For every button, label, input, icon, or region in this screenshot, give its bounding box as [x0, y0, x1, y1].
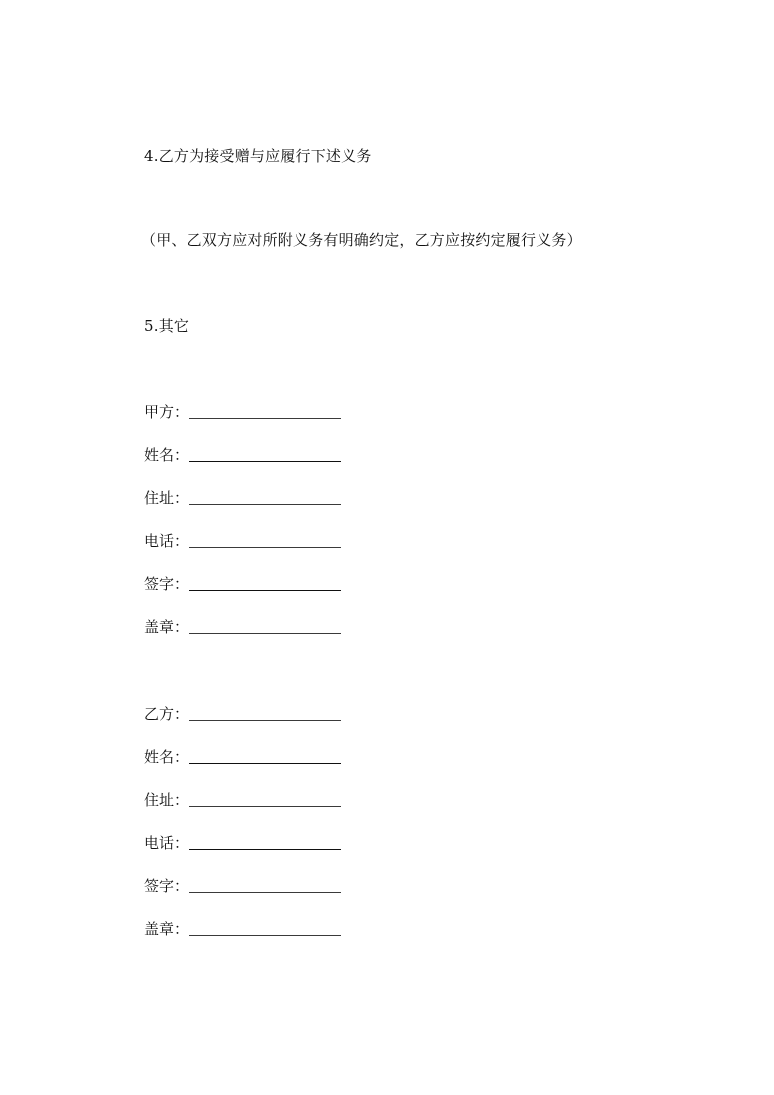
party-b-name-field	[144, 702, 341, 724]
blank-line[interactable]	[189, 763, 341, 764]
clause-5-heading: 5.其它	[144, 317, 190, 335]
field-label: 签字：	[144, 877, 190, 895]
field-label: 姓名：	[144, 446, 190, 464]
party-b-phone-field	[144, 831, 341, 853]
party-a-phone-field	[144, 529, 341, 551]
field-label: 乙方：	[144, 705, 190, 723]
party-b-seal-field	[144, 917, 341, 939]
blank-line[interactable]	[189, 806, 341, 807]
field-label: 住址：	[144, 791, 190, 809]
field-label: 电话：	[144, 834, 190, 852]
party-b-signature-field	[144, 874, 341, 896]
party-b-address-field	[144, 788, 341, 810]
party-a-address-field	[144, 486, 341, 508]
blank-line[interactable]	[189, 935, 341, 936]
party-b-person-name-field	[144, 745, 341, 767]
field-label: 盖章：	[144, 920, 190, 938]
party-a-person-name-field	[144, 443, 341, 465]
party-a-name-field	[144, 400, 341, 422]
party-a-signature-field	[144, 572, 341, 594]
field-label: 签字：	[144, 575, 190, 593]
field-label: 甲方：	[144, 403, 190, 421]
clause-4-note: （甲、乙双方应对所附义务有明确约定，乙方应按约定履行义务）	[141, 231, 582, 249]
blank-line[interactable]	[189, 418, 341, 419]
blank-line[interactable]	[189, 590, 341, 591]
blank-line[interactable]	[189, 547, 341, 548]
blank-line[interactable]	[189, 504, 341, 505]
party-a-seal-field	[144, 615, 341, 637]
field-label: 盖章：	[144, 618, 190, 636]
field-label: 电话：	[144, 532, 190, 550]
blank-line[interactable]	[189, 720, 341, 721]
blank-line[interactable]	[189, 633, 341, 634]
field-label: 住址：	[144, 489, 190, 507]
clause-4-heading: 4.乙方为接受赠与应履行下述义务	[144, 147, 372, 165]
blank-line[interactable]	[189, 849, 341, 850]
field-label: 姓名：	[144, 748, 190, 766]
blank-line[interactable]	[189, 461, 341, 462]
blank-line[interactable]	[189, 892, 341, 893]
